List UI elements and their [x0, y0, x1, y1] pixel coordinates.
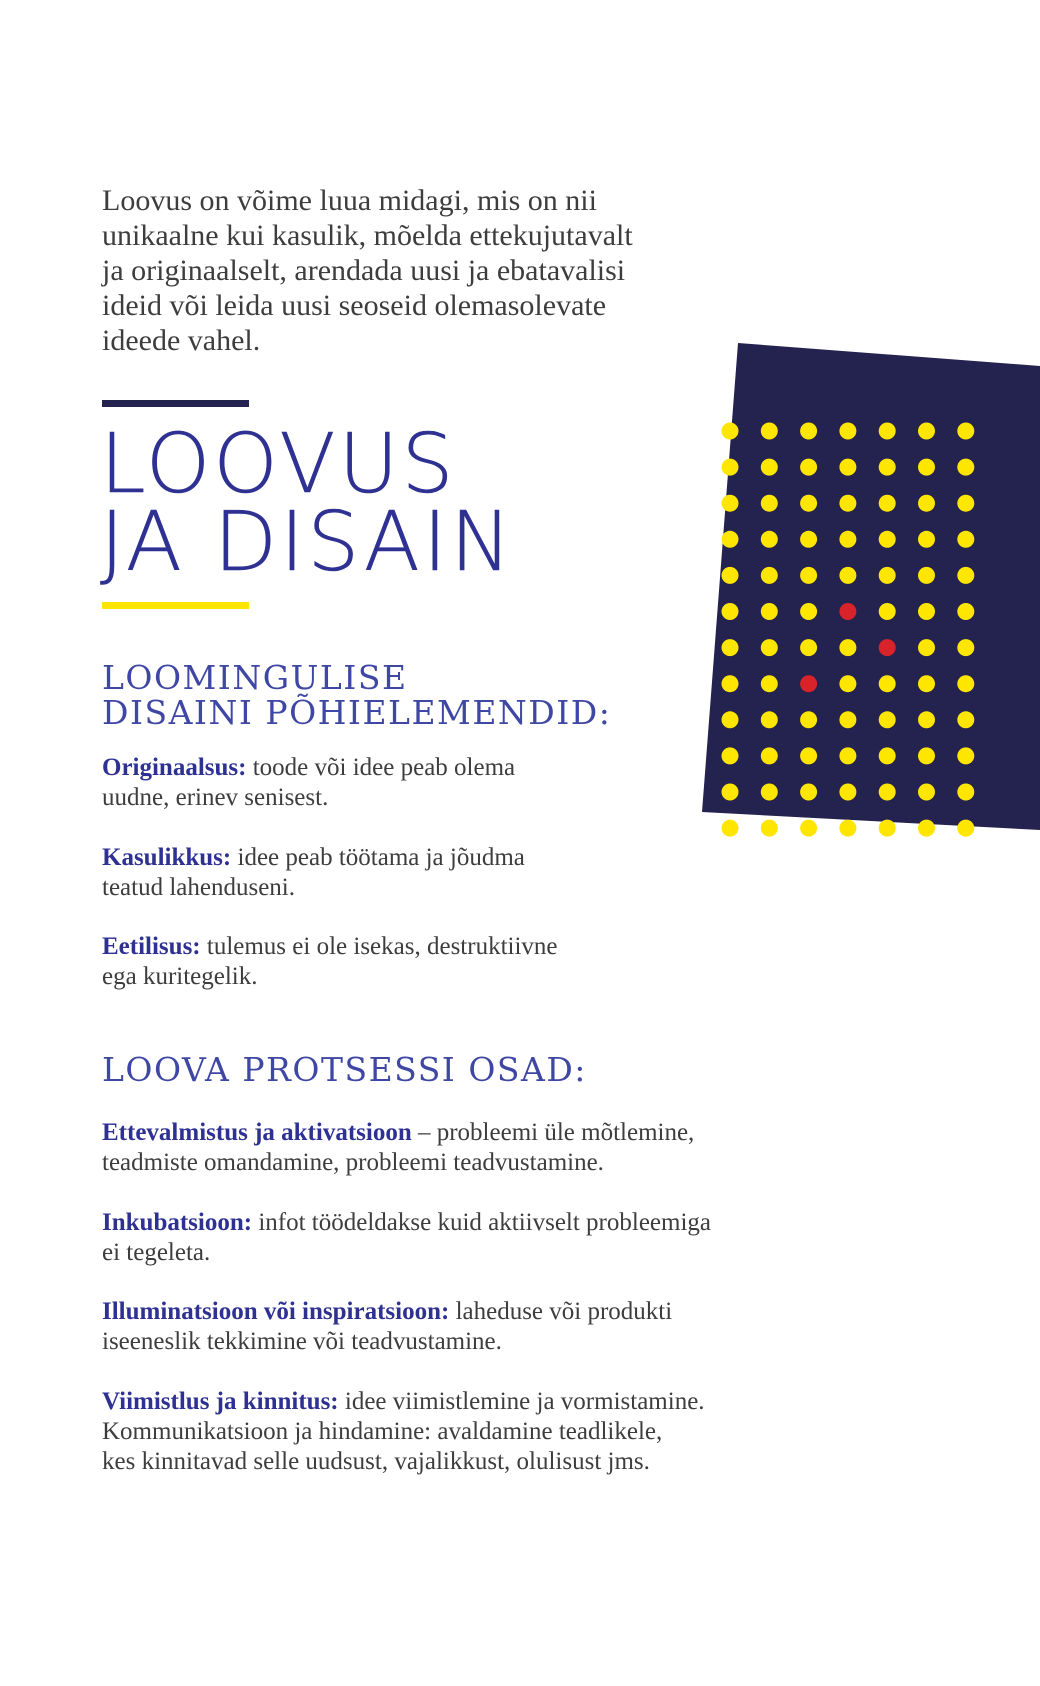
- process-heading: LOOVA PROTSESSI OSAD:: [102, 1050, 587, 1089]
- item-lead: Eetilisus:: [102, 933, 201, 960]
- title-rule-bottom: [102, 602, 249, 609]
- item-text: tulemus ei ole isekas, destruktiivne: [200, 933, 558, 960]
- item-text: iseeneslik tekkimine või teadvustamine.: [102, 1328, 502, 1355]
- dot: [800, 459, 817, 476]
- navy-panel: [702, 343, 1040, 830]
- intro-line: ja originaalselt, arendada uusi ja ebatavalisi: [102, 254, 626, 287]
- item-lead: Inkubatsioon:: [102, 1209, 253, 1236]
- dot: [879, 495, 896, 512]
- dot: [761, 423, 778, 440]
- dot: [800, 639, 817, 656]
- dot: [839, 711, 856, 728]
- dot: [722, 675, 739, 692]
- process-item-preparation: [102, 1118, 802, 1178]
- item-text: toode või idee peab olema: [246, 754, 516, 781]
- dot: [800, 423, 817, 440]
- item-lead: Kasulikkus:: [102, 844, 232, 871]
- dot: [761, 675, 778, 692]
- dot: [722, 784, 739, 801]
- dot: [957, 711, 974, 728]
- dot: [957, 567, 974, 584]
- dot: [879, 603, 896, 620]
- dot: [918, 711, 935, 728]
- dot: [761, 495, 778, 512]
- elements-heading: [102, 660, 611, 730]
- dot: [879, 711, 896, 728]
- dot: [879, 784, 896, 801]
- element-item-originality: [102, 753, 622, 813]
- dot: [839, 747, 856, 764]
- item-text: infot töödeldakse kuid aktiivselt probleemiga: [252, 1209, 712, 1236]
- dot: [839, 567, 856, 584]
- dot: [722, 639, 739, 656]
- dot: [957, 639, 974, 656]
- item-text: laheduse või produkti: [449, 1298, 673, 1325]
- dot: [957, 820, 974, 837]
- process-item-incubation: [102, 1208, 802, 1268]
- dot: [879, 747, 896, 764]
- intro-line: ideid või leida uusi seoseid olemasolevate: [102, 289, 607, 322]
- dot: [879, 567, 896, 584]
- dot: [800, 531, 817, 548]
- dot: [839, 675, 856, 692]
- dot: [957, 603, 974, 620]
- dot: [918, 423, 935, 440]
- process-item-verification: [102, 1387, 822, 1477]
- dot: [839, 495, 856, 512]
- dot: [761, 567, 778, 584]
- dot: [957, 459, 974, 476]
- dot: [800, 820, 817, 837]
- dot: [879, 531, 896, 548]
- item-text: Kommunikatsioon ja hindamine: avaldamine teadlikele,: [102, 1418, 663, 1445]
- dot: [879, 675, 896, 692]
- dot-highlight: [800, 675, 817, 692]
- dot: [800, 567, 817, 584]
- dot: [839, 423, 856, 440]
- item-text: idee peab töötama ja jõudma: [231, 844, 525, 871]
- dot: [957, 675, 974, 692]
- dot: [918, 567, 935, 584]
- dot: [722, 495, 739, 512]
- element-item-ethics: [102, 932, 642, 992]
- dot: [722, 567, 739, 584]
- dot: [800, 603, 817, 620]
- dot: [761, 639, 778, 656]
- dot: [722, 747, 739, 764]
- dot: [839, 639, 856, 656]
- dot: [722, 603, 739, 620]
- dot: [957, 747, 974, 764]
- dot: [918, 675, 935, 692]
- dot: [722, 711, 739, 728]
- dot: [722, 820, 739, 837]
- dot: [957, 495, 974, 512]
- page-title: [100, 417, 515, 590]
- item-text: teatud lahenduseni.: [102, 874, 295, 901]
- item-text: idee viimistlemine ja vormistamine.: [338, 1388, 705, 1415]
- dot: [800, 784, 817, 801]
- dot: [879, 459, 896, 476]
- dot: [957, 531, 974, 548]
- dot: [879, 423, 896, 440]
- item-text: teadmiste omandamine, probleemi teadvustamine.: [102, 1149, 604, 1176]
- dot: [722, 459, 739, 476]
- dot-highlight: [879, 639, 896, 656]
- dot: [918, 603, 935, 620]
- elements-heading-line-2: DISAINI PÕHIELEMENDID:: [102, 693, 612, 732]
- process-item-illumination: [102, 1297, 802, 1357]
- dot: [879, 820, 896, 837]
- dot: [918, 531, 935, 548]
- dot: [800, 495, 817, 512]
- dot: [761, 820, 778, 837]
- item-text: kes kinnitavad selle uudsust, vajalikkust, olulisust jms.: [102, 1448, 650, 1475]
- dot: [722, 423, 739, 440]
- elements-heading-line-1: LOOMINGULISE: [102, 658, 408, 697]
- dot: [761, 459, 778, 476]
- element-item-usefulness: [102, 843, 622, 903]
- dot: [761, 711, 778, 728]
- dot: [800, 747, 817, 764]
- item-text: ei tegeleta.: [102, 1239, 211, 1266]
- dot: [839, 820, 856, 837]
- item-text: uudne, erinev senisest.: [102, 784, 329, 811]
- dot: [918, 495, 935, 512]
- item-lead: Illuminatsioon või inspiratsioon:: [102, 1298, 450, 1325]
- dot: [918, 747, 935, 764]
- dot: [839, 784, 856, 801]
- dot: [839, 531, 856, 548]
- intro-paragraph: [102, 183, 722, 358]
- dot: [957, 784, 974, 801]
- dot: [839, 459, 856, 476]
- dot: [918, 639, 935, 656]
- dot: [918, 459, 935, 476]
- item-lead: Originaalsus:: [102, 754, 247, 781]
- dot: [918, 784, 935, 801]
- dot: [761, 747, 778, 764]
- title-rule-top: [102, 400, 249, 407]
- dot: [722, 531, 739, 548]
- dot: [761, 531, 778, 548]
- intro-line: ideede vahel.: [102, 324, 261, 357]
- dot-grid-graphic: [690, 330, 1040, 890]
- dot: [761, 603, 778, 620]
- item-text: ega kuritegelik.: [102, 963, 258, 990]
- intro-line: Loovus on võime luua midagi, mis on nii: [102, 184, 597, 217]
- title-line-1: LOOVUS: [100, 417, 457, 512]
- dot: [918, 820, 935, 837]
- dot-highlight: [839, 603, 856, 620]
- title-line-2: JA DISAIN: [100, 495, 515, 590]
- dot: [800, 711, 817, 728]
- item-lead: Viimistlus ja kinnitus:: [102, 1388, 339, 1415]
- item-text: – probleemi üle mõtlemine,: [411, 1119, 695, 1146]
- intro-line: unikaalne kui kasulik, mõelda ettekujutavalt: [102, 219, 633, 252]
- dot: [761, 784, 778, 801]
- item-lead: Ettevalmistus ja aktivatsioon: [102, 1119, 412, 1146]
- dot: [957, 423, 974, 440]
